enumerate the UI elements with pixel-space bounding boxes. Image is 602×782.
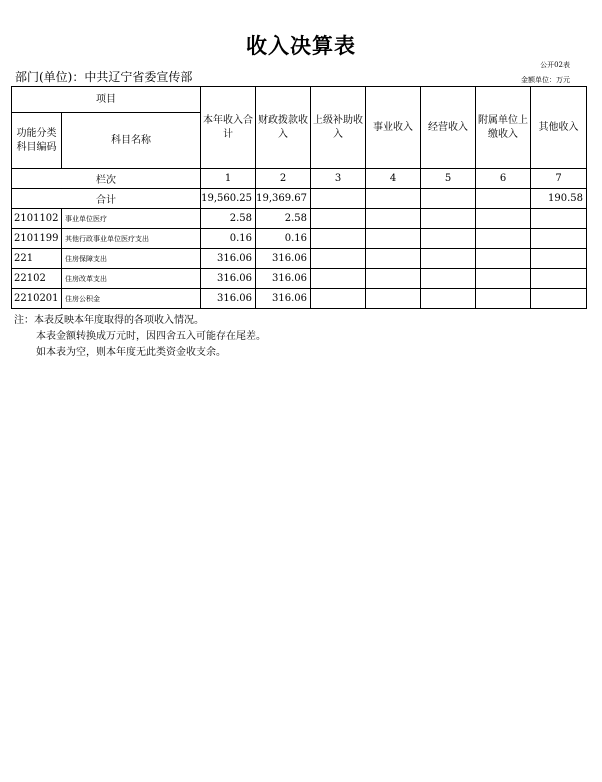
index-cell: 1 <box>201 169 256 189</box>
row-code: 22102 <box>12 269 62 289</box>
index-cell: 4 <box>366 169 421 189</box>
row-cell <box>476 229 531 249</box>
row-cell <box>476 249 531 269</box>
col-header-1: 本年收入合计 <box>201 87 256 169</box>
col-header-5: 经营收入 <box>421 87 476 169</box>
total-row <box>12 189 587 209</box>
row-cell: 316.06 <box>256 249 311 269</box>
func-code-header: 功能分类科目编码 <box>12 113 62 169</box>
table-row <box>12 229 587 249</box>
header-row-1 <box>12 87 587 113</box>
row-cell <box>476 209 531 229</box>
row-name: 事业单位医疗 <box>62 209 201 229</box>
table-row <box>12 289 587 309</box>
total-label: 合计 <box>12 189 201 209</box>
row-cell <box>311 229 366 249</box>
col-header-4: 事业收入 <box>366 87 421 169</box>
row-cell: 0.16 <box>256 229 311 249</box>
row-cell <box>421 269 476 289</box>
row-name: 住房保障支出 <box>62 249 201 269</box>
index-cell: 2 <box>256 169 311 189</box>
total-cell <box>421 189 476 209</box>
project-header: 项目 <box>12 87 201 113</box>
row-cell: 2.58 <box>201 209 256 229</box>
row-cell <box>311 269 366 289</box>
total-cell <box>311 189 366 209</box>
row-cell <box>531 209 587 229</box>
row-cell: 2.58 <box>256 209 311 229</box>
index-label: 栏次 <box>12 169 201 189</box>
row-cell: 0.16 <box>201 229 256 249</box>
income-table <box>11 86 587 309</box>
index-cell: 5 <box>421 169 476 189</box>
row-code: 2101199 <box>12 229 62 249</box>
note-line: 本表金额转换成万元时，因四舍五入可能存在尾差。 <box>36 331 266 342</box>
row-cell: 316.06 <box>201 289 256 309</box>
total-cell: 190.58 <box>531 189 587 209</box>
row-cell <box>366 249 421 269</box>
row-cell <box>531 229 587 249</box>
row-cell: 316.06 <box>201 269 256 289</box>
row-cell <box>531 249 587 269</box>
total-cell <box>366 189 421 209</box>
row-code: 2210201 <box>12 289 62 309</box>
note-line: 如本表为空，则本年度无此类资金收支余。 <box>36 347 226 358</box>
row-cell <box>531 289 587 309</box>
row-cell <box>476 269 531 289</box>
row-name: 住房公积金 <box>62 289 201 309</box>
note-line: 注：本表反映本年度取得的各项收入情况。 <box>14 315 204 326</box>
table-row <box>12 269 587 289</box>
row-code: 221 <box>12 249 62 269</box>
unit-label: 金额单位：万元 <box>521 76 570 84</box>
page-title: 收入决算表 <box>246 34 356 58</box>
row-cell <box>366 209 421 229</box>
row-cell <box>366 229 421 249</box>
row-cell <box>476 289 531 309</box>
row-cell: 316.06 <box>201 249 256 269</box>
index-cell: 6 <box>476 169 531 189</box>
row-name: 住房改革支出 <box>62 269 201 289</box>
row-cell <box>421 249 476 269</box>
row-name: 其他行政事业单位医疗支出 <box>62 229 201 249</box>
row-cell <box>421 209 476 229</box>
total-cell <box>476 189 531 209</box>
row-cell <box>311 249 366 269</box>
index-row <box>12 169 587 189</box>
index-cell: 3 <box>311 169 366 189</box>
total-cell: 19,369.67 <box>256 189 311 209</box>
row-cell <box>311 289 366 309</box>
col-header-7: 其他收入 <box>531 87 587 169</box>
total-cell: 19,560.25 <box>201 189 256 209</box>
notes <box>14 313 266 361</box>
index-cell: 7 <box>531 169 587 189</box>
row-cell <box>366 289 421 309</box>
row-cell: 316.06 <box>256 289 311 309</box>
col-header-2: 财政拨款收入 <box>256 87 311 169</box>
row-cell <box>311 209 366 229</box>
form-code: 公开02表 <box>540 61 570 69</box>
col-header-6: 附属单位上缴收入 <box>476 87 531 169</box>
row-code: 2101102 <box>12 209 62 229</box>
department-label: 部门(单位)：中共辽宁省委宣传部 <box>15 70 193 84</box>
row-cell <box>421 229 476 249</box>
row-cell <box>366 269 421 289</box>
row-cell: 316.06 <box>256 269 311 289</box>
col-header-3: 上级补助收入 <box>311 87 366 169</box>
subject-name-header: 科目名称 <box>62 113 201 169</box>
table-row <box>12 249 587 269</box>
row-cell <box>421 289 476 309</box>
row-cell <box>531 269 587 289</box>
table-row <box>12 209 587 229</box>
